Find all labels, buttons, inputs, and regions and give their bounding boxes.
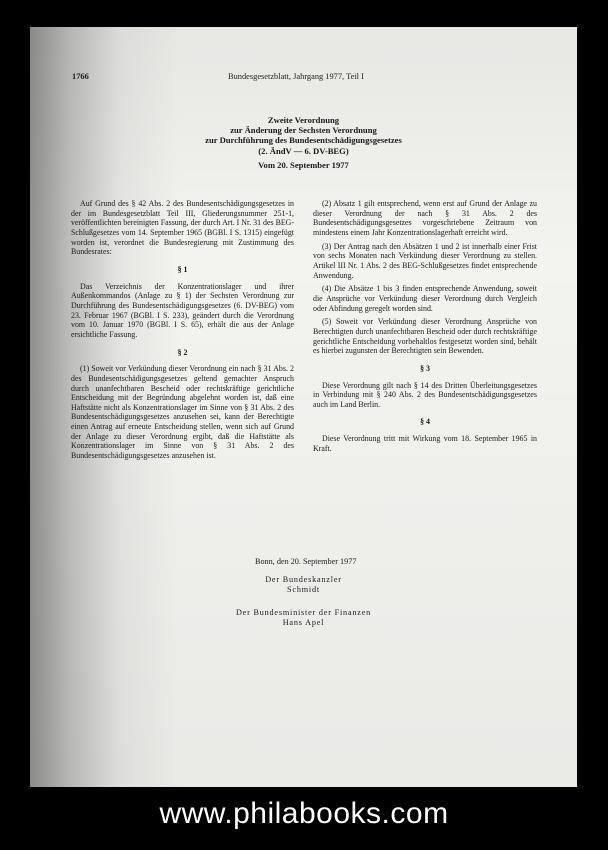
signature-name-minister: Hans Apel: [282, 618, 325, 627]
signature-role-chancellor: Der Bundeskanzler: [265, 575, 342, 584]
section-2-paragraph-5: (5) Soweit vor Verkündung dieser Verordnung Ansprüche von Berechtigten durch unanfechtbaren Bescheid oder durch rechtskräftige gerichtliche Entscheidung vorbehaltlos festgesetzt worden sind, behält es hierbei zugunsten der Berechtigten sein Bewenden.: [313, 317, 537, 356]
title-line-1: Zweite Verordnung: [267, 115, 340, 125]
section-4-text: Diese Verordnung tritt mit Wirkung vom 18. September 1965 in Kraft.: [313, 434, 537, 453]
signature-name-chancellor: Schmidt: [287, 585, 320, 594]
site-watermark: www.philabooks.com: [159, 797, 449, 830]
title-line-4: (2. ÄndV — 6. DV-BEG): [258, 145, 349, 156]
section-3-heading: § 3: [420, 363, 430, 373]
signature-chancellor: [30, 575, 577, 595]
section-2-paragraph-1: (1) Soweit vor Verkündung dieser Verordnung ein nach § 31 Abs. 2 des Bundesentschädigungsgesetzes geltend gemachter Anspruch durch unanfechtbaren Bescheid oder rechtskräftige gerichtliche Entscheidung mit der Begründung abgelehnt worden ist, daß eine Haftstätte nicht als Konzentrationslager im Sinne von § 31 Abs. 2 des Bundesentschädigungsgesetzes anzusehen sei, kann der Berechtigte einen Antrag auf erneute Entscheidung stellen, wenn sich auf Grund der Anlage zu dieser Verordnung ergibt, daß die Haftstätte als Konzentrationslager im Sinne von § 31 Abs. 2 des Bundesentschädigungsgesetzes anzusehen ist.: [71, 364, 294, 461]
section-2-heading: § 2: [177, 347, 188, 357]
section-2-paragraph-4: (4) Die Absätze 1 bis 3 finden entsprechende Anwendung, soweit die Ansprüche vor Verkündung dieser Verordnung durch Vergleich oder Abfindung geregelt worden sind.: [313, 284, 537, 313]
right-column: [313, 199, 537, 457]
title-line-2: zur Änderung der Sechsten Verordnung: [230, 125, 377, 136]
preamble: Auf Grund des § 42 Abs. 2 des Bundesentschädigungsgesetzes in der im Bundesgesetzblatt Teil III, Gliederungsnummer 251-1, veröffentlichten bereinigten Fassung, der durch Art. I Nr. 31 des BEG-Schlußgesetzes vom 14. September 1965 (BGBl. I S. 1315) eingefügt worden ist, verordnet die Bundesregierung mit Zustimmung des Bundesrates:: [71, 199, 294, 257]
signature-role-minister: Der Bundesminister der Finanzen: [235, 608, 372, 617]
section-2-paragraph-2: (2) Absatz 1 gilt entsprechend, wenn erst auf Grund der Anlage zu dieser Verordnung der nach § 31 Abs. 2 des Bundesentschädigungsgesetzes vorgeschriebene Zeitraum von mindestens einem Jahr Konzentrationslagerhaft erreicht wird.: [313, 199, 537, 237]
document-page: [30, 27, 577, 787]
section-4-heading: § 4: [420, 417, 430, 427]
left-column: [71, 199, 294, 465]
journal-title: Bundesgesetzblatt, Jahrgang 1977, Teil I: [228, 72, 364, 81]
ordinance-title: [30, 115, 577, 170]
section-1-text: Das Verzeichnis der Konzentrationslager und ihrer Außenkommandos (Anlage zu § 1) der Sechsten Verordnung zur Durchführung des Bundesentschädigungsgesetzes (6. DV-BEG) vom 23. Februar 1967 (BGBl. I S. 233), geändert durch die Verordnung vom 10. Januar 1970 (BGBl. I S. 65), erhält die aus der Anlage ersichtliche Fassung.: [71, 281, 294, 339]
title-line-3: zur Durchführung des Bundesentschädigungsgesetzes: [205, 135, 402, 146]
section-2-paragraph-3: (3) Der Antrag nach den Absätzen 1 und 2 ist innerhalb einer Frist von sechs Monaten nach Verkündung dieser Verordnung zu stellen. Artikel III Nr. 1 Abs. 2 des BEG-Schlußgesetzes findet entsprechende Anwendung.: [313, 241, 537, 280]
ordinance-date: Vom 20. September 1977: [258, 159, 349, 170]
section-1-heading: § 1: [177, 264, 188, 274]
place-date: Bonn, den 20. September 1977: [255, 557, 357, 566]
page-number: 1766: [72, 72, 89, 81]
section-3-text: Diese Verordnung gilt nach § 14 des Dritten Überleitungsgesetzes in Verbindung mit § 240 Abs. 2 des Bundesentschädigungsgesetzes auch im Land Berlin.: [313, 380, 537, 409]
signature-finance-minister: [30, 608, 577, 628]
